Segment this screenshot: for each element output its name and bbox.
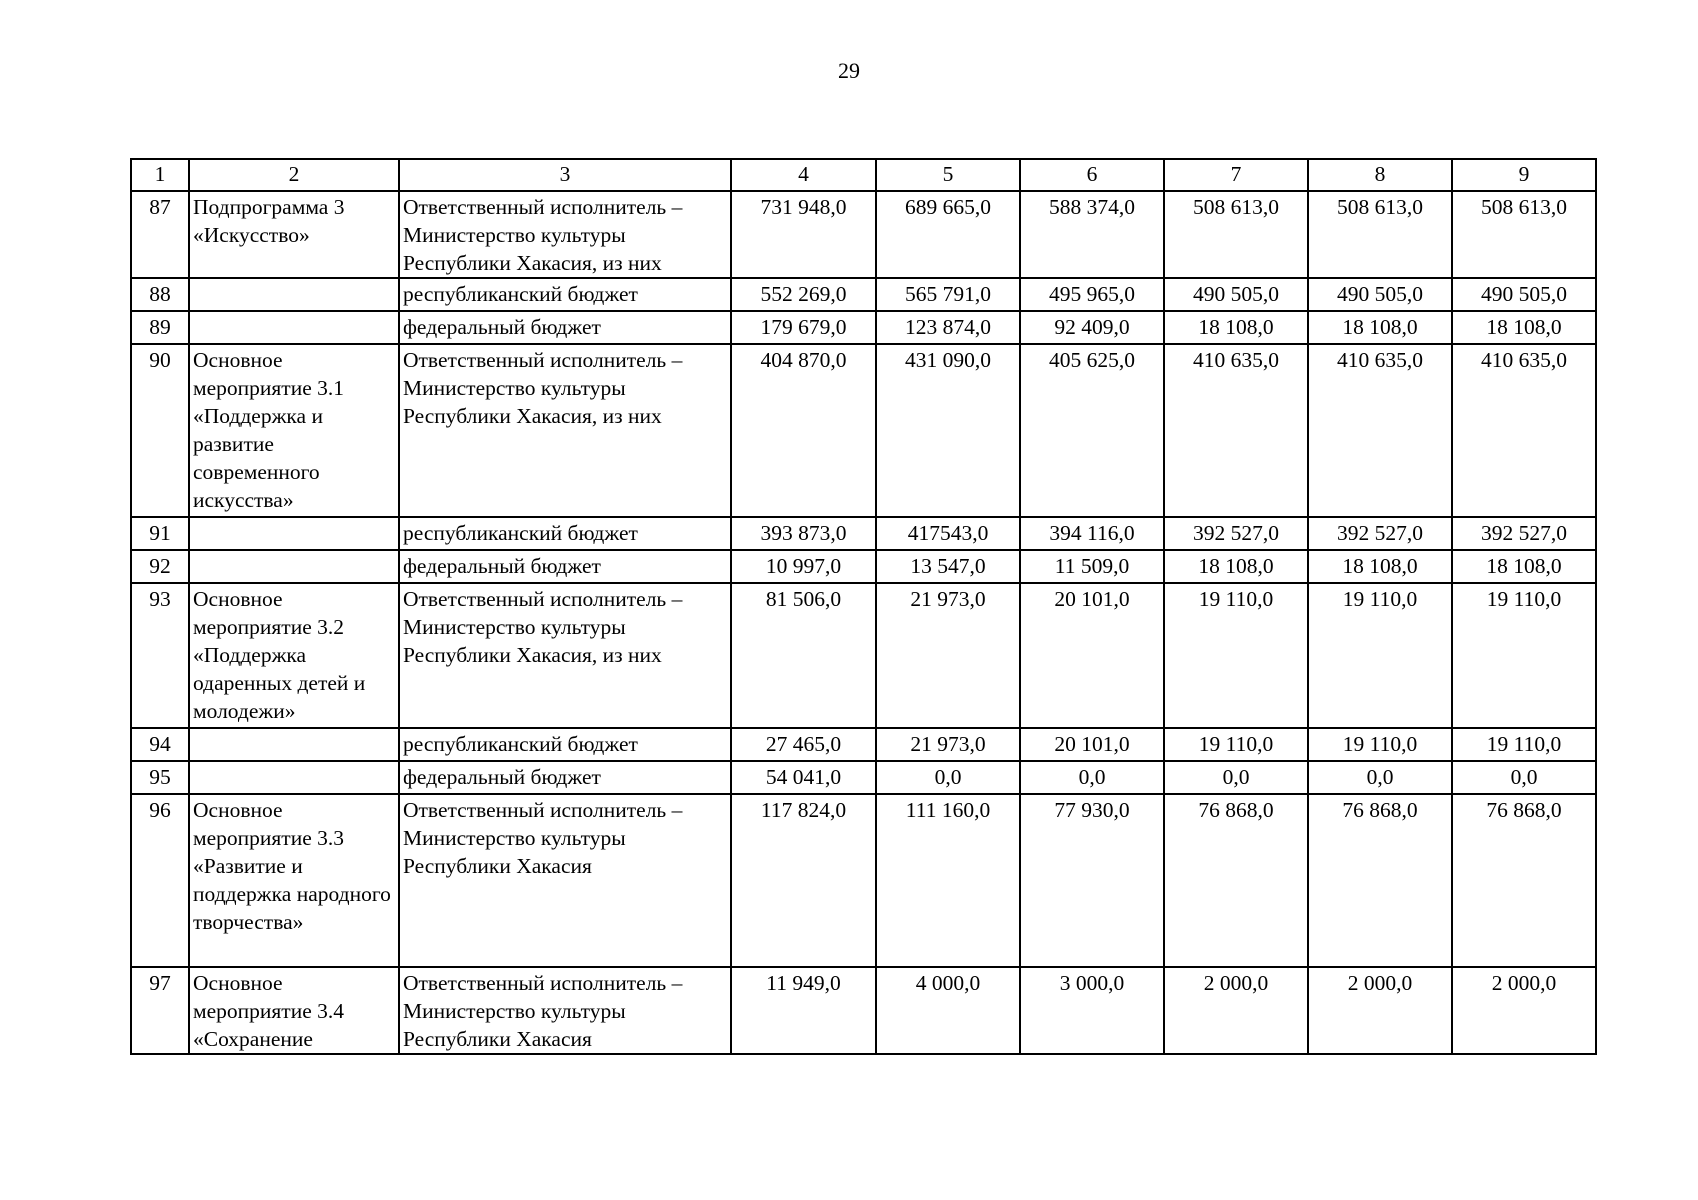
table-row: [131, 550, 1596, 583]
column-header: 5: [876, 159, 1020, 191]
header-row: [131, 159, 1596, 191]
row-number: 97: [131, 967, 189, 1054]
value-cell: 552 269,0: [731, 278, 876, 311]
value-cell: 19 110,0: [1164, 728, 1308, 761]
executor-cell: Ответственный исполнитель – Министерство культуры Республики Хакасия, из них: [399, 583, 731, 728]
value-cell: 18 108,0: [1308, 311, 1452, 344]
table-row: [131, 311, 1596, 344]
row-number: 91: [131, 517, 189, 550]
value-cell: 508 613,0: [1164, 191, 1308, 278]
activity-name: Основное мероприятие 3.4 «Сохранение: [189, 967, 399, 1054]
value-cell: 21 973,0: [876, 583, 1020, 728]
value-cell: 19 110,0: [1452, 728, 1596, 761]
value-cell: 54 041,0: [731, 761, 876, 794]
value-cell: 21 973,0: [876, 728, 1020, 761]
table-row: [131, 517, 1596, 550]
value-cell: 490 505,0: [1452, 278, 1596, 311]
value-cell: 0,0: [876, 761, 1020, 794]
column-header: 6: [1020, 159, 1164, 191]
table-row: [131, 278, 1596, 311]
value-cell: 13 547,0: [876, 550, 1020, 583]
value-cell: 392 527,0: [1164, 517, 1308, 550]
value-cell: 18 108,0: [1164, 550, 1308, 583]
value-cell: 731 948,0: [731, 191, 876, 278]
value-cell: 393 873,0: [731, 517, 876, 550]
value-cell: 19 110,0: [1308, 728, 1452, 761]
table-row: [131, 761, 1596, 794]
executor-cell: федеральный бюджет: [399, 550, 731, 583]
value-cell: 508 613,0: [1452, 191, 1596, 278]
column-header: 2: [189, 159, 399, 191]
value-cell: 4 000,0: [876, 967, 1020, 1054]
budget-table: [130, 158, 1597, 1055]
value-cell: 0,0: [1020, 761, 1164, 794]
row-number: 87: [131, 191, 189, 278]
value-cell: 394 116,0: [1020, 517, 1164, 550]
value-cell: 20 101,0: [1020, 728, 1164, 761]
value-cell: 27 465,0: [731, 728, 876, 761]
table-row: [131, 728, 1596, 761]
value-cell: 490 505,0: [1164, 278, 1308, 311]
executor-cell: Ответственный исполнитель – Министерство культуры Республики Хакасия, из них: [399, 344, 731, 517]
table-row: [131, 967, 1596, 1054]
column-header: 4: [731, 159, 876, 191]
value-cell: 405 625,0: [1020, 344, 1164, 517]
value-cell: 0,0: [1164, 761, 1308, 794]
value-cell: 179 679,0: [731, 311, 876, 344]
row-number: 88: [131, 278, 189, 311]
value-cell: 392 527,0: [1452, 517, 1596, 550]
value-cell: 18 108,0: [1452, 311, 1596, 344]
table-row: [131, 583, 1596, 728]
value-cell: 2 000,0: [1164, 967, 1308, 1054]
value-cell: 404 870,0: [731, 344, 876, 517]
activity-name: Основное мероприятие 3.3 «Развитие и поддержка народного творчества»: [189, 794, 399, 967]
value-cell: 19 110,0: [1452, 583, 1596, 728]
row-number: 92: [131, 550, 189, 583]
value-cell: 689 665,0: [876, 191, 1020, 278]
value-cell: 588 374,0: [1020, 191, 1164, 278]
table-row: [131, 191, 1596, 278]
row-number: 93: [131, 583, 189, 728]
executor-cell: Ответственный исполнитель – Министерство культуры Республики Хакасия: [399, 794, 731, 967]
value-cell: 417543,0: [876, 517, 1020, 550]
row-number: 89: [131, 311, 189, 344]
table-row: [131, 344, 1596, 517]
value-cell: 18 108,0: [1164, 311, 1308, 344]
table-row: [131, 794, 1596, 967]
value-cell: 117 824,0: [731, 794, 876, 967]
value-cell: 392 527,0: [1308, 517, 1452, 550]
activity-name: Подпрограмма 3 «Искусство»: [189, 191, 399, 278]
value-cell: 19 110,0: [1308, 583, 1452, 728]
row-number: 94: [131, 728, 189, 761]
value-cell: 2 000,0: [1308, 967, 1452, 1054]
executor-cell: Ответственный исполнитель – Министерство культуры Республики Хакасия: [399, 967, 731, 1054]
value-cell: 495 965,0: [1020, 278, 1164, 311]
row-number: 95: [131, 761, 189, 794]
value-cell: 508 613,0: [1308, 191, 1452, 278]
executor-cell: республиканский бюджет: [399, 728, 731, 761]
activity-name: [189, 311, 399, 344]
column-header: 9: [1452, 159, 1596, 191]
executor-cell: федеральный бюджет: [399, 311, 731, 344]
value-cell: 490 505,0: [1308, 278, 1452, 311]
value-cell: 92 409,0: [1020, 311, 1164, 344]
value-cell: 410 635,0: [1452, 344, 1596, 517]
activity-name: Основное мероприятие 3.1 «Поддержка и развитие современного искусства»: [189, 344, 399, 517]
executor-cell: республиканский бюджет: [399, 278, 731, 311]
value-cell: 123 874,0: [876, 311, 1020, 344]
column-header: 1: [131, 159, 189, 191]
activity-name: [189, 278, 399, 311]
column-header: 3: [399, 159, 731, 191]
activity-name: Основное мероприятие 3.2 «Поддержка одаренных детей и молодежи»: [189, 583, 399, 728]
value-cell: 19 110,0: [1164, 583, 1308, 728]
value-cell: 410 635,0: [1164, 344, 1308, 517]
value-cell: 76 868,0: [1164, 794, 1308, 967]
value-cell: 77 930,0: [1020, 794, 1164, 967]
value-cell: 76 868,0: [1308, 794, 1452, 967]
row-number: 90: [131, 344, 189, 517]
value-cell: 3 000,0: [1020, 967, 1164, 1054]
column-header: 8: [1308, 159, 1452, 191]
row-number: 96: [131, 794, 189, 967]
value-cell: 565 791,0: [876, 278, 1020, 311]
value-cell: 0,0: [1308, 761, 1452, 794]
value-cell: 0,0: [1452, 761, 1596, 794]
value-cell: 2 000,0: [1452, 967, 1596, 1054]
executor-cell: федеральный бюджет: [399, 761, 731, 794]
value-cell: 431 090,0: [876, 344, 1020, 517]
value-cell: 11 509,0: [1020, 550, 1164, 583]
value-cell: 18 108,0: [1308, 550, 1452, 583]
value-cell: 410 635,0: [1308, 344, 1452, 517]
value-cell: 111 160,0: [876, 794, 1020, 967]
executor-cell: Ответственный исполнитель – Министерство культуры Республики Хакасия, из них: [399, 191, 731, 278]
column-header: 7: [1164, 159, 1308, 191]
activity-name: [189, 517, 399, 550]
value-cell: 81 506,0: [731, 583, 876, 728]
value-cell: 76 868,0: [1452, 794, 1596, 967]
activity-name: [189, 728, 399, 761]
executor-cell: республиканский бюджет: [399, 517, 731, 550]
value-cell: 11 949,0: [731, 967, 876, 1054]
activity-name: [189, 550, 399, 583]
page-number: 29: [838, 58, 860, 83]
value-cell: 20 101,0: [1020, 583, 1164, 728]
value-cell: 18 108,0: [1452, 550, 1596, 583]
activity-name: [189, 761, 399, 794]
value-cell: 10 997,0: [731, 550, 876, 583]
